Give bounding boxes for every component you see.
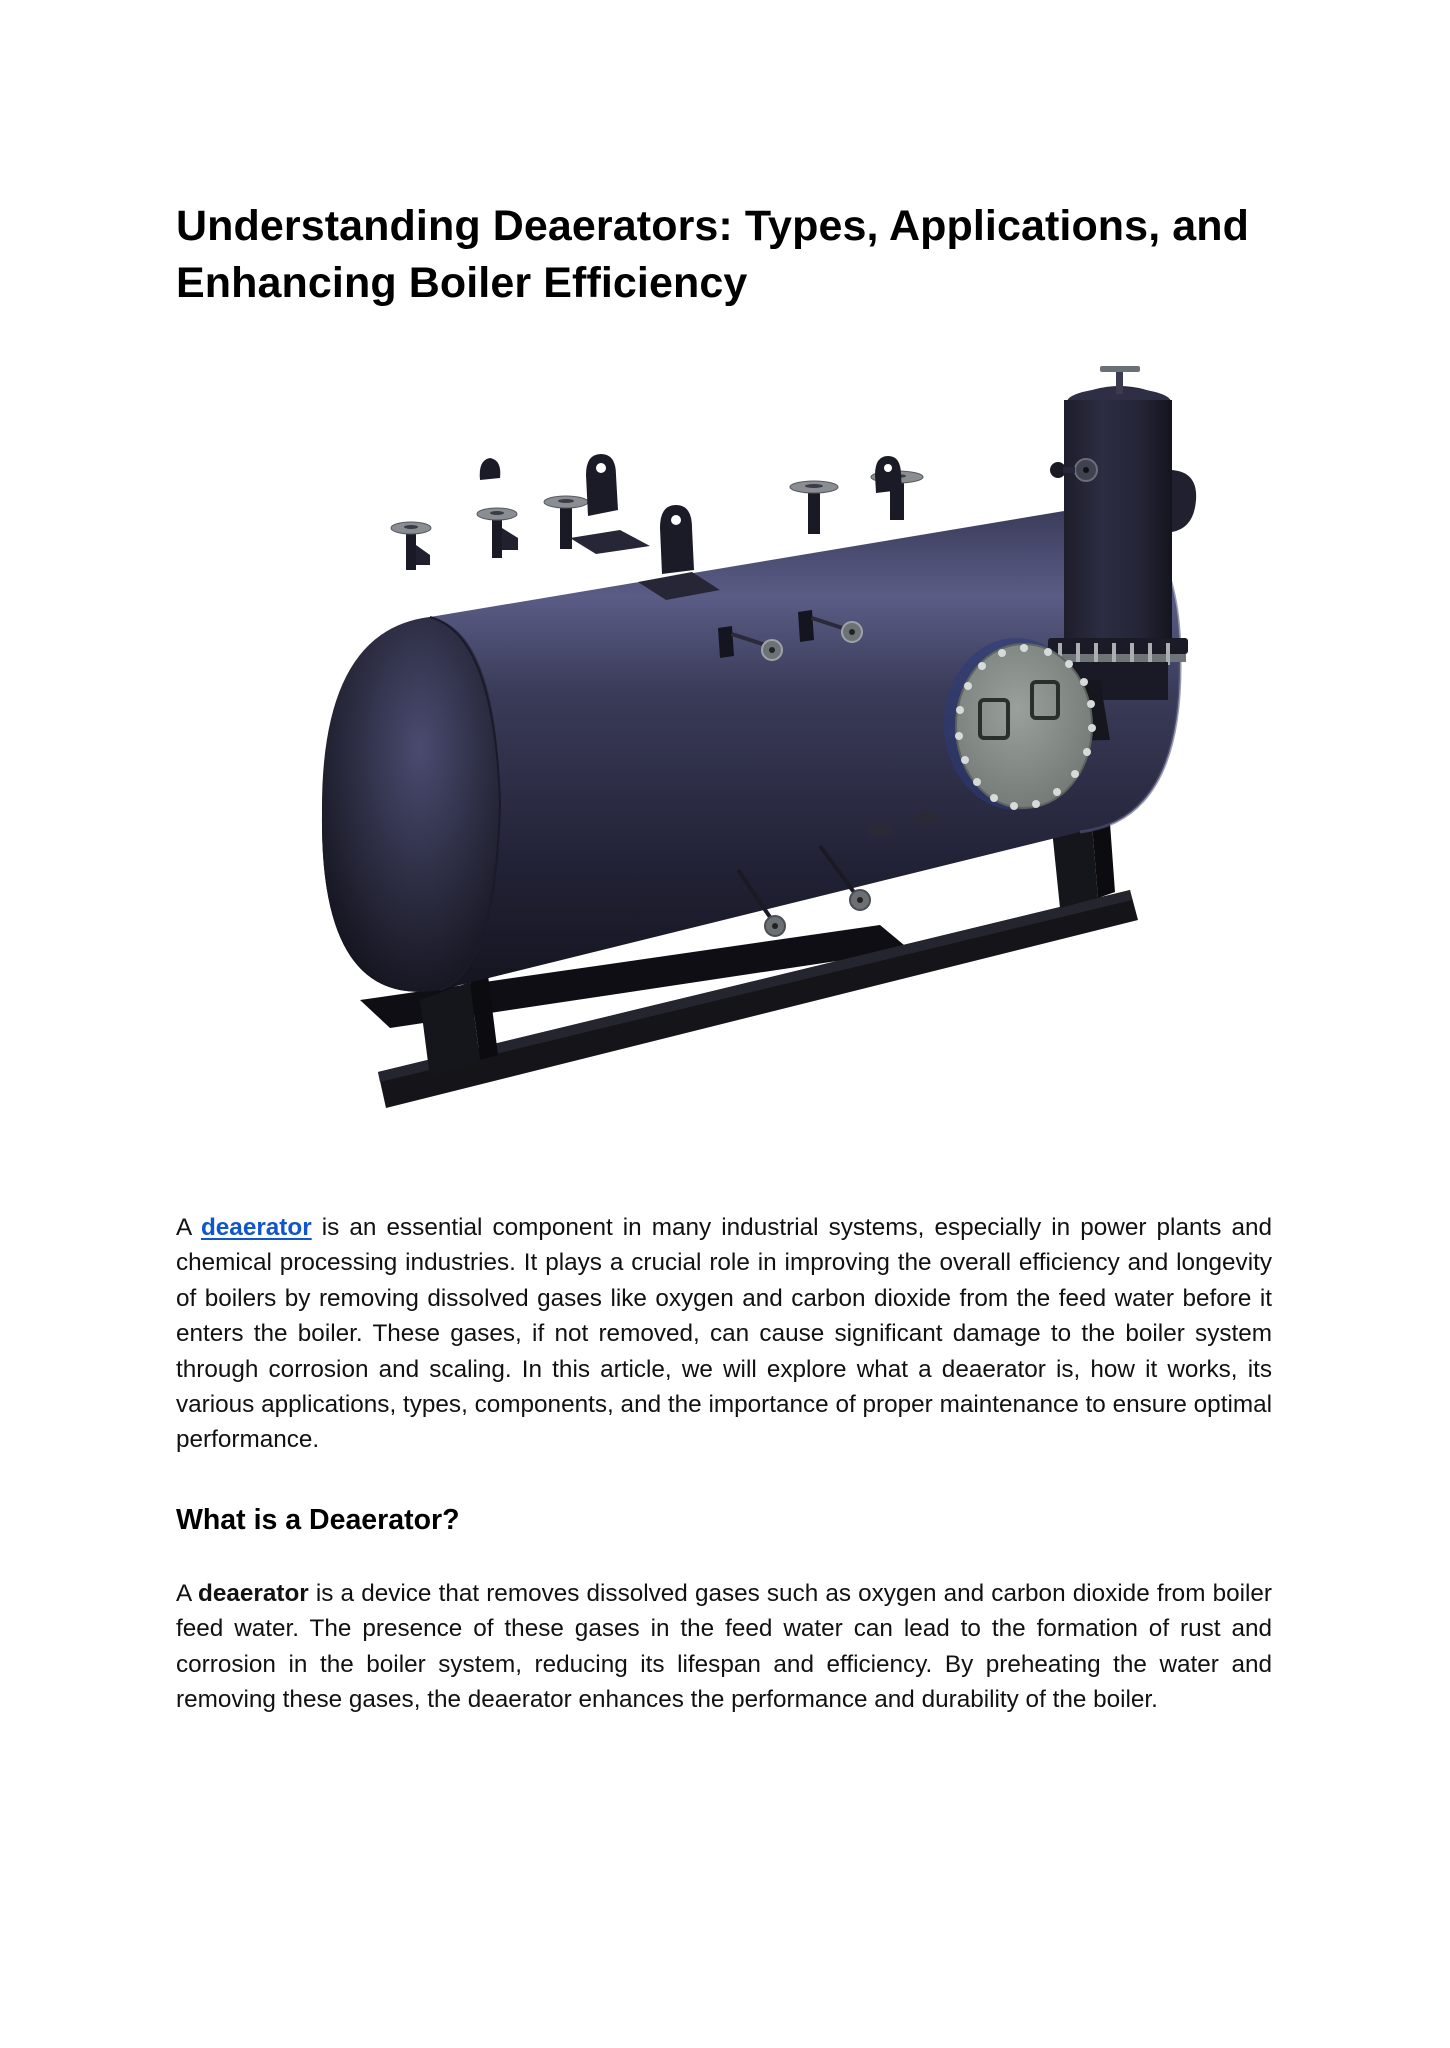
deaerator-image [320,360,1200,1180]
intro-prefix: A [176,1214,201,1241]
page-title: Understanding Deaerators: Types, Applications, and Enhancing Boiler Efficiency [176,202,1250,307]
intro-paragraph [176,1210,1272,1458]
deaerator-bold-term: deaerator [198,1580,309,1607]
section-heading-what-is-deaerator: What is a Deaerator? [176,1504,460,1536]
what-prefix: A [176,1580,198,1607]
what-text: is a device that removes dissolved gases such as oxygen and carbon dioxide from boiler feed water. The presence of these gases in the feed water can lead to the formation of rust and corrosion in the boiler system, reducing its lifespan and efficiency. By preheating the water and removing these gases, the deaerator enhances the performance and durability of the boiler. [176,1580,1272,1714]
what-is-deaerator-paragraph [176,1576,1272,1718]
intro-text: is an essential component in many industrial systems, especially in power plants and chemical processing industries. It plays a crucial role in improving the overall efficiency and longevity of boilers by removing dissolved gases like oxygen and carbon dioxide from the feed water before it enters the boiler. These gases, if not removed, can cause significant damage to the boiler system through corrosion and scaling. In this article, we will explore what a deaerator is, how it works, its various applications, types, components, and the importance of proper maintenance to ensure optimal performance. [176,1214,1272,1454]
deaerator-link[interactable]: deaerator [200,1214,312,1241]
deaerator-illustration [320,360,1200,1180]
